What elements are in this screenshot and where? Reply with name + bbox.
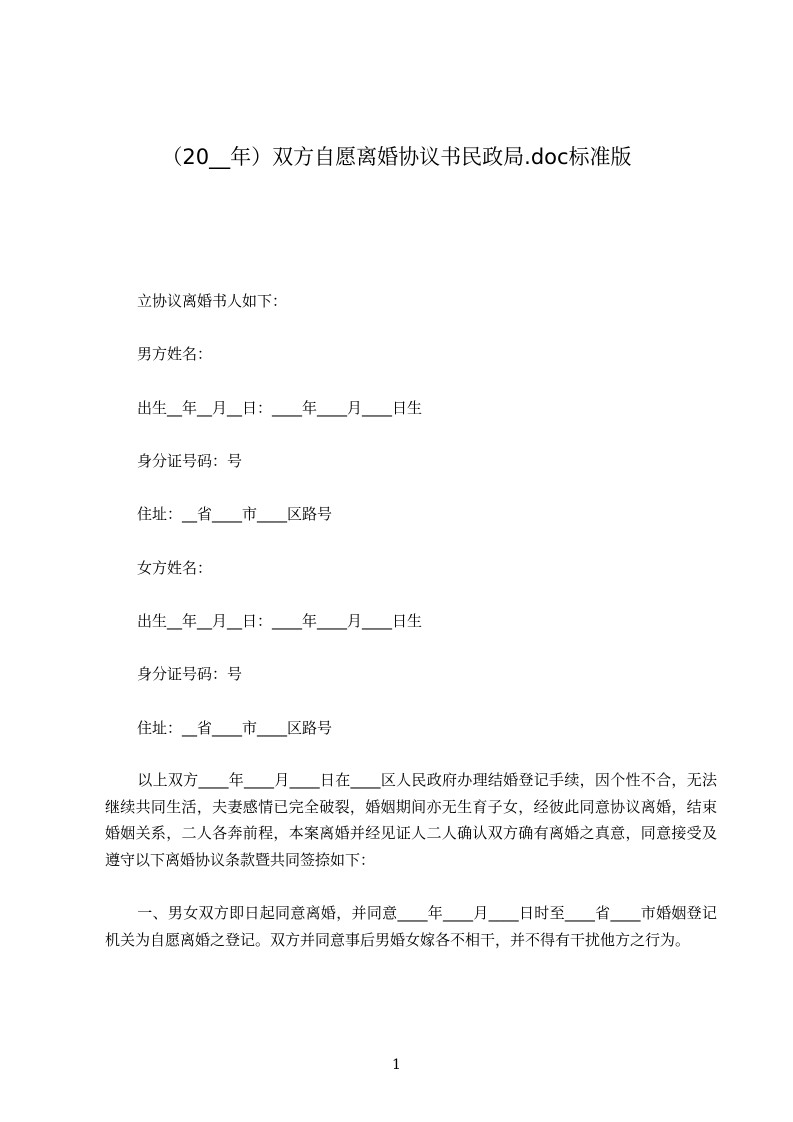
female-birth-line: 出生__年__月__日：____年____月____日生 — [137, 612, 423, 630]
male-id-line: 身分证号码：号 — [137, 452, 243, 470]
male-address-line: 住址：__省____市____区路号 — [137, 505, 333, 523]
male-birth-line: 出生__年__月__日：____年____月____日生 — [137, 399, 423, 417]
clause-1-paragraph — [105, 900, 717, 953]
clause-1-text: 一、男女双方即日起同意离婚，并同意____年____月____日时至____省____市婚姻登记机关为自愿离婚之登记。双方并同意事后男婚女嫁各不相干，并不得有干扰他方之行为。 — [105, 904, 717, 949]
document-title: （20__年）双方自愿离婚协议书民政局.doc标准版 — [161, 145, 632, 169]
female-name-line: 女方姓名： — [137, 559, 213, 577]
statement-text: 以上双方____年____月____日在____区人民政府办理结婚登记手续，因个性不合，无法继续共同生活，夫妻感情已完全破裂，婚姻期间亦无生育子女，经彼此同意协议离婚，结束婚姻关系，二人各奔前程，本案离婚并经见证人二人确认双方确有离婚之真意，同意接受及遵守以下离婚协议条款暨共同签捺如下： — [105, 771, 717, 869]
female-address-line: 住址：__省____市____区路号 — [137, 719, 333, 737]
male-name-line: 男方姓名： — [137, 345, 213, 363]
page-number: 1 — [392, 1057, 401, 1073]
statement-paragraph — [105, 767, 717, 873]
intro-line: 立协议离婚书人如下： — [137, 292, 288, 310]
female-id-line: 身分证号码：号 — [137, 665, 243, 683]
